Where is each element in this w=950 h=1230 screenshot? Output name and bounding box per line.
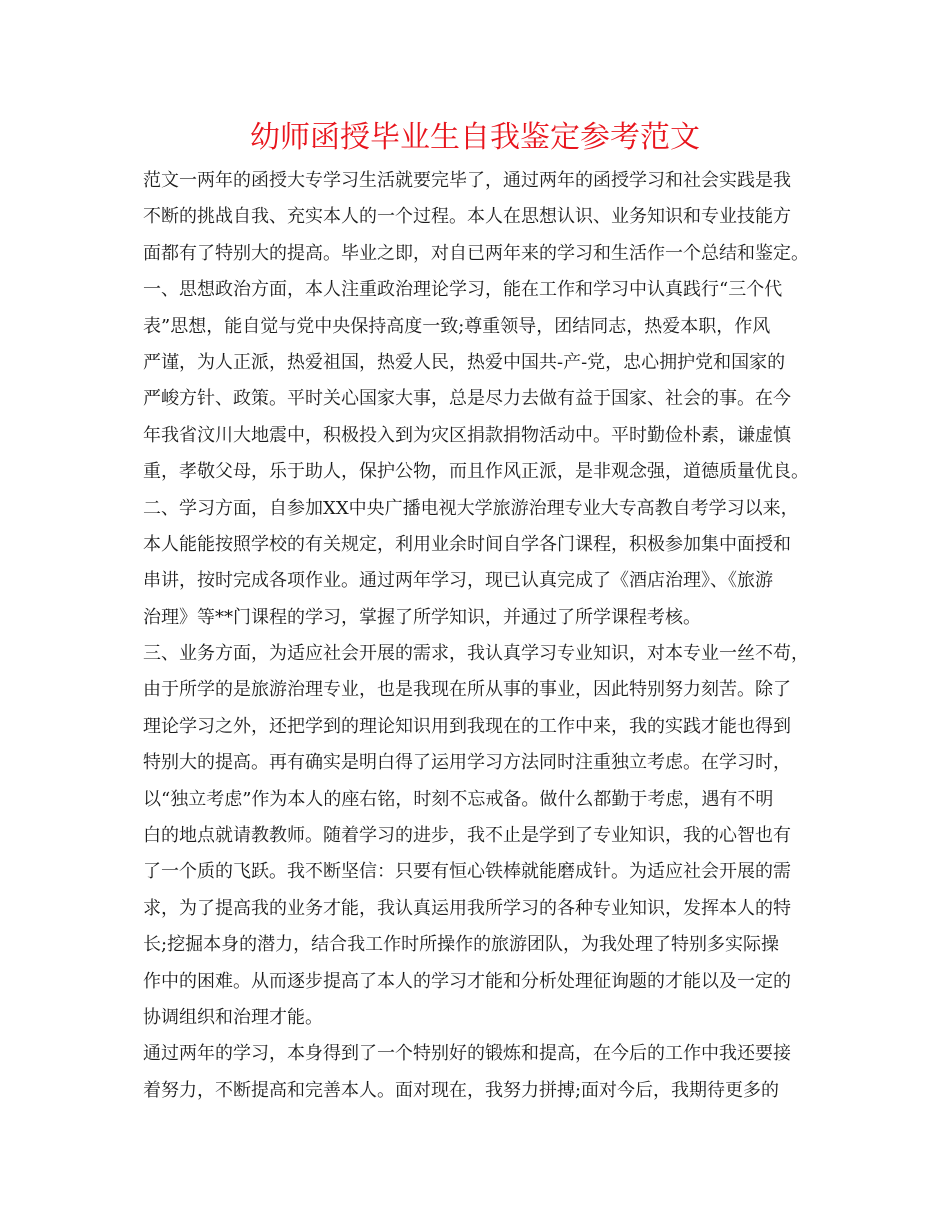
text-line: 严峻方针、政策。平时关心国家大事，总是尽力去做有益于国家、社会的事。在今	[143, 388, 791, 410]
document-body	[143, 163, 833, 1109]
text-line: 串讲，按时完成各项作业。通过两年学习，现已认真完成了《酒店治理》、《旅游	[143, 570, 773, 592]
text-line: 白的地点就请教教师。随着学习的进步，我不止是学到了专业知识，我的心智也有	[143, 825, 791, 847]
text-line: 年我省汶川大地震中，积极投入到为灾区捐款捐物活动中。平时勤俭朴素，谦虚慎	[143, 424, 791, 446]
text-line: 表”思想，能自觉与党中央保持高度一致;尊重领导，团结同志，热爱本职，作风	[143, 315, 771, 337]
text-line: 范文一两年的函授大专学习生活就要完毕了，通过两年的函授学习和社会实践是我	[143, 170, 791, 191]
text-line: 协调组织和治理才能。	[143, 1006, 323, 1028]
text-line: 着努力，不断提高和完善本人。面对现在，我努力拼搏;面对今后，我期待更多的	[143, 1079, 780, 1101]
document-title: 幼师函授毕业生自我鉴定参考范文	[250, 120, 700, 155]
text-line: 作中的困难。从而逐步提高了本人的学习才能和分析处理征询题的才能以及一定的	[143, 970, 791, 992]
text-line: 本人能能按照学校的有关规定，利用业余时间自学各门课程，积极参加集中面授和	[143, 533, 791, 555]
text-line: 由于所学的是旅游治理专业，也是我现在所从事的事业，因此特别努力刻苦。除了	[143, 679, 791, 701]
text-line: 严谨，为人正派，热爱祖国，热爱人民，热爱中国共-产-党，忠心拥护党和国家的	[143, 351, 786, 373]
text-line: 不断的挑战自我、充实本人的一个过程。本人在思想认识、业务知识和专业技能方	[143, 206, 791, 228]
text-line: 理论学习之外，还把学到的理论知识用到我现在的工作中来，我的实践才能也得到	[143, 715, 791, 737]
text-line: 一、思想政治方面，本人注重政治理论学习，能在工作和学习中认真践行“三个代	[143, 279, 783, 301]
text-line: 重，孝敬父母，乐于助人，保护公物，而且作风正派，是非观念强，道德质量优良。	[143, 461, 809, 483]
text-line: 特别大的提高。再有确实是明白得了运用学习方法同时注重独立考虑。在学习时，	[143, 752, 791, 774]
text-line: 了一个质的飞跃。我不断坚信：只要有恒心铁棒就能磨成针。为适应社会开展的需	[143, 861, 791, 883]
text-line: 通过两年的学习，本身得到了一个特别好的锻炼和提高，在今后的工作中我还要接	[143, 1043, 791, 1065]
text-line: 面都有了特别大的提高。毕业之即，对自已两年来的学习和生活作一个总结和鉴定。	[143, 242, 809, 264]
text-line: 治理》等**门课程的学习，掌握了所学知识，并通过了所学课程考核。	[143, 606, 701, 628]
text-line: 长;挖掘本身的潜力，结合我工作时所操作的旅游团队，为我处理了特别多实际操	[143, 934, 780, 956]
text-line: 求，为了提高我的业务才能，我认真运用我所学习的各种专业知识，发挥本人的特	[143, 897, 791, 919]
text-line: 以“独立考虑”作为本人的座右铭，时刻不忘戒备。做什么都勤于考虑，遇有不明	[143, 788, 774, 810]
text-line: 二、学习方面，自参加XX中央广播电视大学旅游治理专业大专高教自考学习以来，	[143, 497, 799, 519]
text-line: 三、业务方面，为适应社会开展的需求，我认真学习专业知识，对本专业一丝不苟，	[143, 643, 809, 665]
